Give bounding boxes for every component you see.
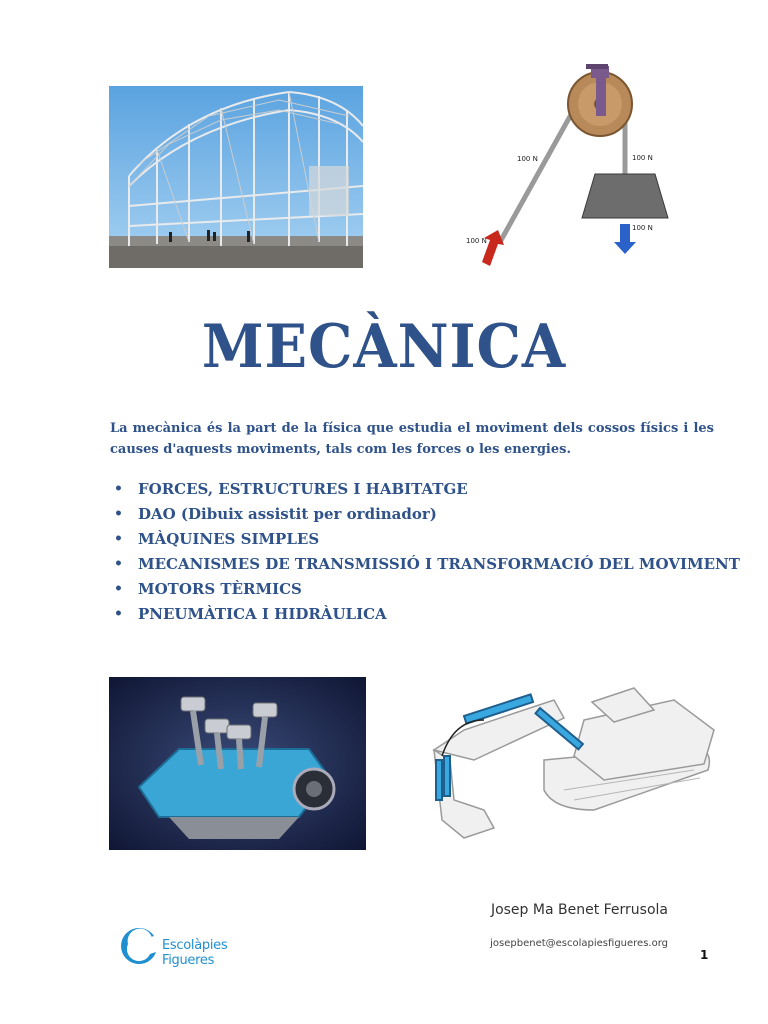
- topic-label: MOTORS TÈRMICS: [138, 580, 302, 598]
- bullet-icon: •: [114, 606, 123, 622]
- escolapies-logo-e-icon: [114, 922, 162, 970]
- engine-crankshaft-image: [109, 677, 366, 850]
- page-title: MECÀNICA: [201, 312, 567, 382]
- bullet-icon: •: [114, 481, 123, 497]
- force-label: 100 N: [466, 237, 487, 245]
- list-item: [110, 577, 730, 602]
- list-item: [110, 527, 730, 552]
- list-item: [110, 502, 730, 527]
- list-item: [110, 477, 730, 502]
- author-email: josepbenet@escolapiesfigueres.org: [490, 938, 668, 949]
- force-label: 100 N: [632, 224, 653, 232]
- topic-label: FORCES, ESTRUCTURES I HABITATGE: [138, 480, 468, 498]
- page-number: 1: [700, 948, 709, 962]
- topic-list: [110, 477, 740, 627]
- bullet-icon: •: [114, 556, 123, 572]
- topic-label: PNEUMÀTICA I HIDRÀULICA: [138, 605, 387, 623]
- bullet-icon: •: [114, 531, 123, 547]
- logo-text-line2: Figueres: [162, 953, 215, 968]
- hydraulic-excavator-drawing: [424, 660, 718, 854]
- topic-label: MÀQUINES SIMPLES: [138, 530, 320, 548]
- force-label: 100 N: [632, 154, 653, 162]
- topic-label: DAO (Dibuix assistit per ordinador): [138, 505, 437, 523]
- pulley-diagram: [460, 62, 674, 268]
- intro-paragraph: La mecànica és la part de la física que estudia el moviment dels cossos físics i les causes d'aquests moviments, tals com les forces o les energies.: [110, 421, 714, 457]
- bullet-icon: •: [114, 506, 123, 522]
- bullet-icon: •: [114, 581, 123, 597]
- topic-label: MECANISMES DE TRANSMISSIÓ I TRANSFORMACIÓ DEL MOVIMENT: [138, 555, 740, 573]
- logo-text-line1: Escolàpies: [162, 938, 228, 953]
- list-item: [110, 552, 740, 577]
- structure-photo: [109, 86, 363, 268]
- author-name: Josep Ma Benet Ferrusola: [490, 902, 668, 918]
- force-label: 100 N: [517, 155, 538, 163]
- list-item: [110, 602, 730, 627]
- school-logo: [114, 922, 234, 970]
